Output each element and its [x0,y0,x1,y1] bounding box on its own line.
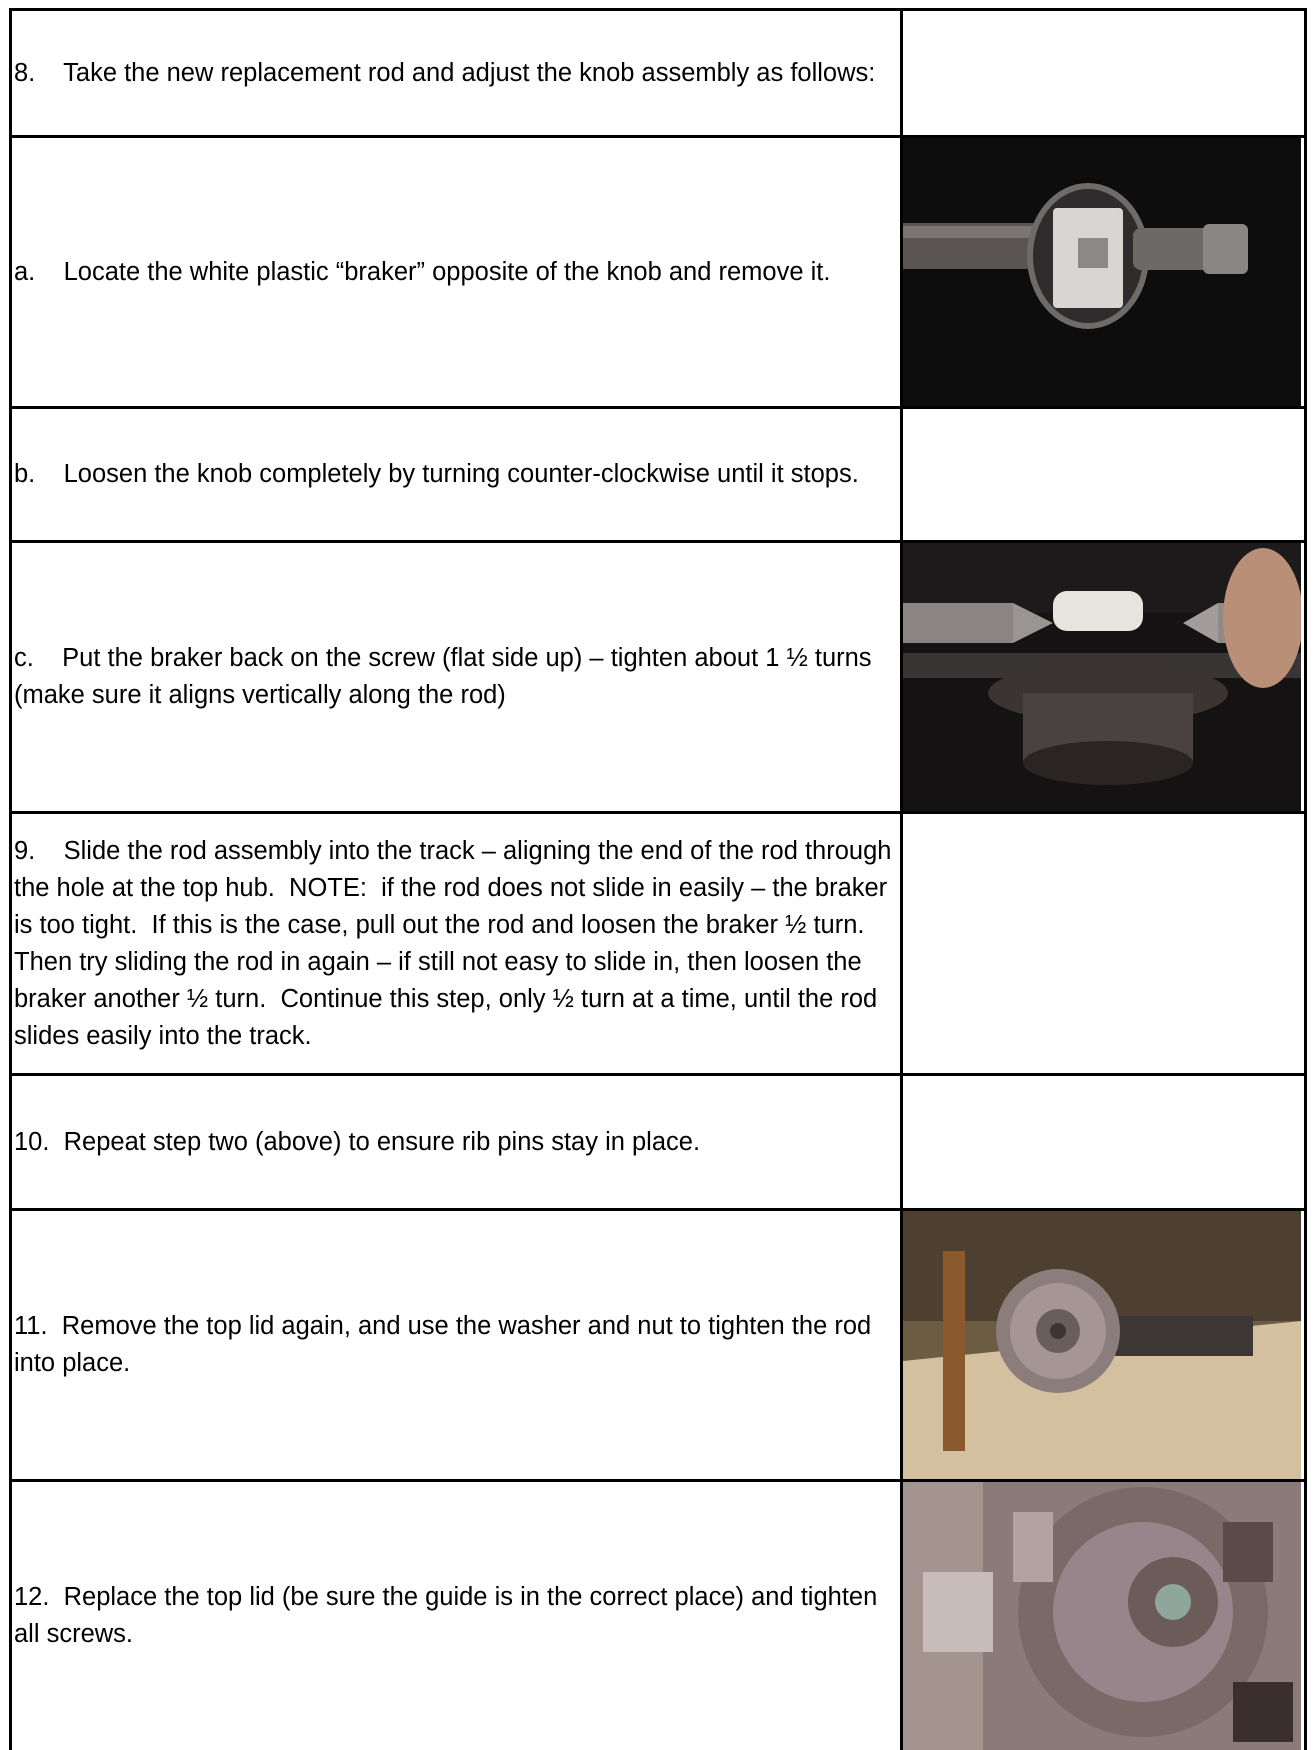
top-hub-washer-nut-photo [903,1211,1301,1479]
braker-on-rod-photo [903,138,1301,406]
step-10-text: 10. Repeat step two (above) to ensure rib pins stay in place. [14,1127,701,1156]
step-c-text: c. Put the braker back on the screw (flat side up) – tighten about 1 ½ turns (make sure it aligns vertically along the rod) [14,644,879,709]
step-9-text: 9. Slide the rod assembly into the track – aligning the end of the rod through the hole at the top hub. NOTE: if the rod does not slide in easily – the braker is too tight. If this is the case, pull out the rod and loosen the braker ½ turn. Then try sliding the rod in again – if still not easy to slide in, then loosen the braker another ½ turn. Continue this step, only ½ turn at a time, until the rod slides easily into the track. [14,836,899,1050]
step-12-text: 12. Replace the top lid (be sure the guide is in the correct place) and tighten all screws. [14,1583,885,1648]
step-11-text: 11. Remove the top lid again, and use the washer and nut to tighten the rod into place. [14,1312,879,1377]
step-b-text: b. Loosen the knob completely by turning counter-clockwise until it stops. [14,460,859,488]
instruction-table [9,8,1307,1750]
step-8-text: 8. Take the new replacement rod and adjust the knob assembly as follows: [14,58,876,87]
braker-side-view-photo [903,543,1301,811]
top-hub-closeup-photo [903,1482,1301,1750]
step-a-text: a. Locate the white plastic “braker” opposite of the knob and remove it. [14,257,831,286]
